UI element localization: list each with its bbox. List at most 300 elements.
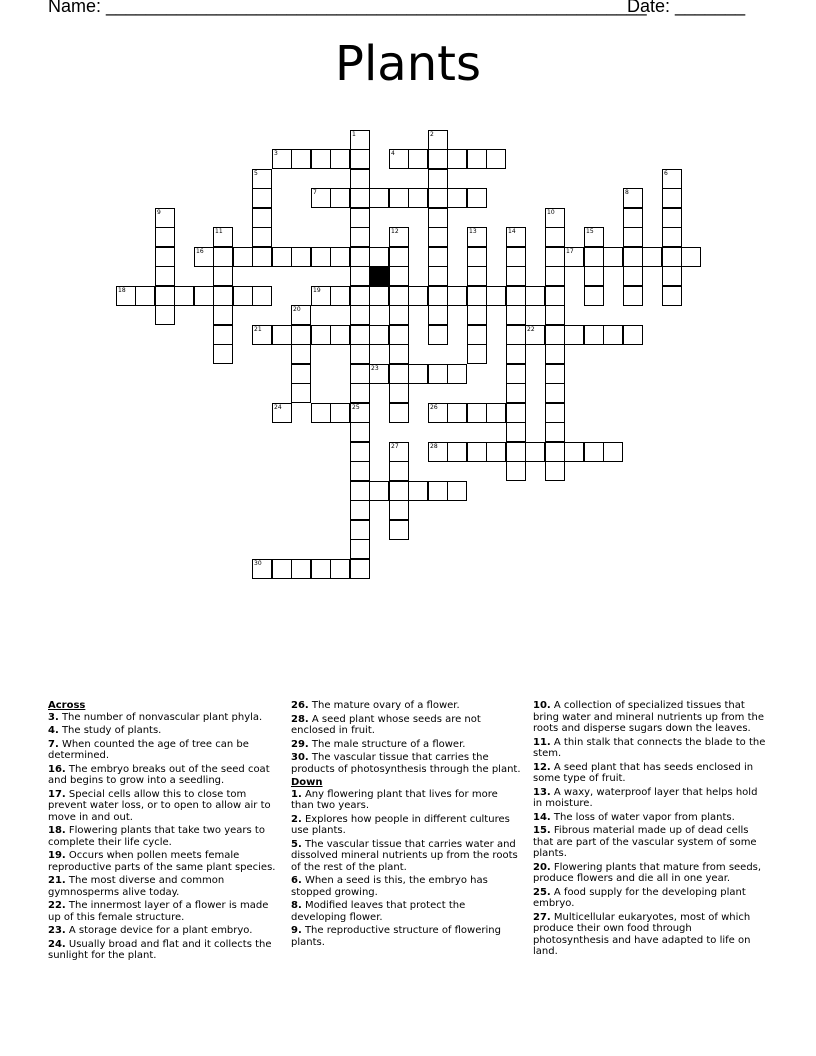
clue-text: A collection of specialized tissues that bring water and mineral nutrients up from the roots and disperse sugars down the leaves.: [533, 700, 764, 734]
crossword-cell[interactable]: [467, 325, 487, 345]
crossword-cell[interactable]: [467, 305, 487, 325]
crossword-cell[interactable]: [623, 227, 643, 247]
crossword-cell[interactable]: [545, 247, 565, 267]
clue-number: 30: [254, 560, 262, 567]
clue-number-label: 5.: [291, 838, 302, 850]
crossword-cell[interactable]: [252, 286, 272, 306]
clue-item: [48, 712, 276, 724]
crossword-cell[interactable]: [213, 305, 233, 325]
crossword-cell[interactable]: [642, 247, 662, 267]
crossword-cell[interactable]: [545, 461, 565, 481]
clue-text: Modified leaves that protect the developing flower.: [291, 900, 466, 923]
crossword-cell[interactable]: [506, 305, 526, 325]
crossword-cell[interactable]: [467, 344, 487, 364]
crossword-cell[interactable]: [408, 188, 428, 208]
crossword-cell[interactable]: [311, 188, 331, 208]
crossword-cell[interactable]: [194, 247, 214, 267]
clue-number-label: 7.: [48, 738, 59, 750]
crossword-cell[interactable]: [213, 325, 233, 345]
clue-item: [291, 739, 521, 751]
crossword-cell[interactable]: [662, 227, 682, 247]
clue-item: [48, 739, 276, 762]
crossword-cell[interactable]: [350, 130, 370, 150]
crossword-cell[interactable]: [291, 325, 311, 345]
crossword-cell[interactable]: [545, 305, 565, 325]
crossword-cell[interactable]: [662, 247, 682, 267]
clue-number: 1: [352, 131, 356, 138]
clue-number-label: 16.: [48, 763, 66, 775]
clue-item: [533, 862, 769, 885]
crossword-cell[interactable]: [428, 266, 448, 286]
clue-number-label: 2.: [291, 813, 302, 825]
crossword-cell[interactable]: [272, 247, 292, 267]
crossword-cell[interactable]: [545, 403, 565, 423]
crossword-cell[interactable]: [564, 442, 584, 462]
clue-item: [291, 814, 521, 837]
crossword-cell[interactable]: [408, 149, 428, 169]
crossword-cell[interactable]: [447, 364, 467, 384]
clue-item: [48, 875, 276, 898]
clue-number-label: 19.: [48, 850, 66, 861]
crossword-cell[interactable]: [428, 403, 448, 423]
crossword-cell[interactable]: [369, 188, 389, 208]
crossword-cell[interactable]: [428, 286, 448, 306]
crossword-cell[interactable]: [447, 403, 467, 423]
crossword-cell[interactable]: [389, 247, 409, 267]
clue-number-label: 9.: [291, 925, 302, 936]
clues-column-2: [291, 700, 521, 950]
clue-number-label: 15.: [533, 825, 551, 836]
down-clue-list: [291, 789, 521, 949]
crossword-cell[interactable]: [291, 305, 311, 325]
crossword-cell[interactable]: [506, 422, 526, 442]
crossword-cell[interactable]: [213, 227, 233, 247]
clue-number: 2: [430, 131, 434, 138]
clue-text: The embryo breaks out of the seed coat and begins to grow into a seedling.: [48, 763, 270, 786]
clue-number-label: 29.: [291, 738, 309, 750]
clue-number-label: 17.: [48, 788, 66, 800]
crossword-cell[interactable]: [545, 227, 565, 247]
clue-text: The loss of water vapor from plants.: [550, 811, 735, 823]
clue-text: A seed plant that has seeds enclosed in some type of fruit.: [533, 761, 754, 784]
clue-text: The reproductive structure of flowering plants.: [291, 925, 501, 948]
crossword-cell[interactable]: [252, 325, 272, 345]
across-clue-list: [48, 712, 276, 962]
crossword-cell[interactable]: [545, 383, 565, 403]
clue-number: 9: [157, 209, 161, 216]
crossword-cell[interactable]: [389, 325, 409, 345]
clue-number: 3: [274, 150, 278, 157]
crossword-cell[interactable]: [467, 227, 487, 247]
crossword-cell[interactable]: [681, 247, 701, 267]
crossword-cell[interactable]: [369, 364, 389, 384]
clue-text: Special cells allow this to close tom prevent water loss, or to open to allow air to move in and out.: [48, 788, 271, 823]
clue-item: [533, 812, 769, 824]
crossword-cell[interactable]: [545, 442, 565, 462]
crossword-cell[interactable]: [486, 149, 506, 169]
clue-item: [291, 875, 521, 898]
crossword-cell[interactable]: [389, 442, 409, 462]
crossword-cell[interactable]: [584, 286, 604, 306]
clue-number: 26: [430, 404, 438, 411]
clue-number-label: 27.: [533, 911, 551, 923]
crossword-cell[interactable]: [467, 247, 487, 267]
date-field-label: Date: _______: [627, 0, 746, 16]
crossword-cell[interactable]: [623, 325, 643, 345]
clue-number-label: 4.: [48, 725, 59, 736]
clue-number: 16: [196, 248, 204, 255]
crossword-cell[interactable]: [350, 325, 370, 345]
clue-number-label: 14.: [533, 811, 551, 823]
clue-number: 28: [430, 443, 438, 450]
crossword-cell[interactable]: [369, 286, 389, 306]
crossword-cell[interactable]: [623, 247, 643, 267]
crossword-cell[interactable]: [389, 286, 409, 306]
crossword-cell[interactable]: [350, 208, 370, 228]
crossword-cell[interactable]: [428, 364, 448, 384]
crossword-cell[interactable]: [486, 286, 506, 306]
crossword-cell[interactable]: [525, 442, 545, 462]
crossword-cell[interactable]: [350, 286, 370, 306]
crossword-cell[interactable]: [350, 305, 370, 325]
crossword-cell[interactable]: [428, 247, 448, 267]
crossword-cell[interactable]: [506, 266, 526, 286]
clue-text: Flowering plants that take two years to complete their life cycle.: [48, 825, 265, 848]
clue-text: A thin stalk that connects the blade to the stem.: [533, 736, 766, 759]
crossword-cell[interactable]: [350, 149, 370, 169]
crossword-cell[interactable]: [311, 149, 331, 169]
crossword-cell[interactable]: [525, 286, 545, 306]
clue-number: 27: [391, 443, 399, 450]
crossword-cell[interactable]: [603, 247, 623, 267]
crossword-cell[interactable]: [213, 266, 233, 286]
crossword-cell[interactable]: [603, 442, 623, 462]
crossword-cell[interactable]: [662, 188, 682, 208]
clue-number-label: 18.: [48, 825, 66, 836]
crossword-cell[interactable]: [350, 520, 370, 540]
crossword-cell[interactable]: [350, 481, 370, 501]
crossword-cell[interactable]: [291, 559, 311, 579]
clue-number: 13: [469, 228, 477, 235]
clue-text: When a seed is this, the embryo has stopped growing.: [291, 875, 488, 898]
crossword-cell[interactable]: [545, 422, 565, 442]
crossword-cell[interactable]: [213, 344, 233, 364]
crossword-cell[interactable]: [389, 383, 409, 403]
crossword-cell[interactable]: [330, 559, 350, 579]
crossword-cell[interactable]: [311, 286, 331, 306]
crossword-cell[interactable]: [428, 169, 448, 189]
crossword-cell[interactable]: [350, 461, 370, 481]
crossword-cell[interactable]: [252, 247, 272, 267]
crossword-cell[interactable]: [369, 481, 389, 501]
clue-item: [291, 925, 521, 948]
crossword-cell[interactable]: [564, 325, 584, 345]
clue-number-label: 26.: [291, 700, 309, 711]
crossword-cell[interactable]: [447, 188, 467, 208]
crossword-cell[interactable]: [369, 325, 389, 345]
crossword-cell[interactable]: [447, 149, 467, 169]
crossword-cell[interactable]: [233, 247, 253, 267]
crossword-cell[interactable]: [213, 286, 233, 306]
crossword-cell[interactable]: [369, 247, 389, 267]
crossword-cell[interactable]: [564, 247, 584, 267]
crossword-cell[interactable]: [155, 305, 175, 325]
crossword-cell[interactable]: [623, 208, 643, 228]
crossword-cell[interactable]: [486, 403, 506, 423]
crossword-cell[interactable]: [311, 325, 331, 345]
crossword-cell[interactable]: [272, 559, 292, 579]
crossword-cell[interactable]: [506, 442, 526, 462]
crossword-cell[interactable]: [506, 344, 526, 364]
crossword-cell[interactable]: [155, 286, 175, 306]
crossword-cell[interactable]: [330, 247, 350, 267]
crossword-cell[interactable]: [389, 403, 409, 423]
crossword-cell[interactable]: [194, 286, 214, 306]
clue-text: The innermost layer of a flower is made up of this female structure.: [48, 900, 269, 923]
crossword-cell[interactable]: [350, 247, 370, 267]
crossword-cell[interactable]: [428, 442, 448, 462]
clue-item: [48, 825, 276, 848]
crossword-cell[interactable]: [545, 208, 565, 228]
crossword-black-cell: [369, 266, 389, 286]
crossword-cell[interactable]: [389, 344, 409, 364]
clue-item: [533, 762, 769, 785]
crossword-cell[interactable]: [603, 325, 623, 345]
crossword-cell[interactable]: [350, 364, 370, 384]
crossword-cell[interactable]: [155, 227, 175, 247]
crossword-cell[interactable]: [467, 442, 487, 462]
crossword-cell[interactable]: [350, 169, 370, 189]
crossword-cell[interactable]: [428, 227, 448, 247]
crossword-cell[interactable]: [623, 286, 643, 306]
clue-number: 8: [625, 189, 629, 196]
crossword-cell[interactable]: [272, 403, 292, 423]
crossword-cell[interactable]: [662, 286, 682, 306]
clue-text: Any flowering plant that lives for more than two years.: [291, 788, 498, 811]
crossword-cell[interactable]: [545, 286, 565, 306]
clue-text: The mature ovary of a flower.: [308, 700, 460, 711]
crossword-cell[interactable]: [584, 325, 604, 345]
crossword-cell[interactable]: [506, 247, 526, 267]
clue-item: [48, 925, 276, 937]
crossword-cell[interactable]: [389, 520, 409, 540]
crossword-cell[interactable]: [428, 130, 448, 150]
crossword-cell[interactable]: [584, 266, 604, 286]
crossword-cell[interactable]: [252, 169, 272, 189]
clue-number-label: 1.: [291, 788, 302, 800]
clue-item: [533, 887, 769, 910]
crossword-cell[interactable]: [291, 364, 311, 384]
crossword-cell[interactable]: [467, 266, 487, 286]
crossword-cell[interactable]: [545, 266, 565, 286]
crossword-cell[interactable]: [623, 266, 643, 286]
crossword-cell[interactable]: [408, 481, 428, 501]
crossword-cell[interactable]: [311, 559, 331, 579]
crossword-cell[interactable]: [330, 149, 350, 169]
crossword-cell[interactable]: [389, 266, 409, 286]
crossword-cell[interactable]: [291, 344, 311, 364]
crossword-cell[interactable]: [330, 188, 350, 208]
clue-number: 10: [547, 209, 555, 216]
crossword-cell[interactable]: [447, 286, 467, 306]
clue-item: [291, 700, 521, 712]
crossword-cell[interactable]: [350, 188, 370, 208]
crossword-cell[interactable]: [213, 247, 233, 267]
crossword-cell[interactable]: [389, 481, 409, 501]
clue-text: Fibrous material made up of dead cells that are part of the vascular system of some plants.: [533, 825, 757, 859]
crossword-cell[interactable]: [389, 364, 409, 384]
crossword-cell[interactable]: [545, 364, 565, 384]
crossword-cell[interactable]: [389, 227, 409, 247]
crossword-cell[interactable]: [291, 149, 311, 169]
crossword-cell[interactable]: [428, 325, 448, 345]
crossword-cell[interactable]: [623, 188, 643, 208]
crossword-cell[interactable]: [506, 325, 526, 345]
crossword-cell[interactable]: [428, 481, 448, 501]
crossword-cell[interactable]: [545, 325, 565, 345]
crossword-cell[interactable]: [350, 442, 370, 462]
crossword-cell[interactable]: [252, 188, 272, 208]
clue-number-label: 12.: [533, 761, 551, 773]
crossword-cell[interactable]: [486, 442, 506, 462]
clue-number: 14: [508, 228, 516, 235]
clue-number-label: 25.: [533, 886, 551, 898]
clue-number: 12: [391, 228, 399, 235]
clue-number-label: 3.: [48, 711, 59, 723]
clue-number: 22: [527, 326, 535, 333]
crossword-cell[interactable]: [662, 266, 682, 286]
crossword-cell[interactable]: [662, 208, 682, 228]
crossword-cell[interactable]: [428, 149, 448, 169]
clue-number: 17: [566, 248, 574, 255]
crossword-cell[interactable]: [311, 247, 331, 267]
crossword-cell[interactable]: [330, 286, 350, 306]
crossword-cell[interactable]: [389, 188, 409, 208]
crossword-cell[interactable]: [389, 500, 409, 520]
crossword-cell[interactable]: [584, 227, 604, 247]
crossword-cell[interactable]: [330, 403, 350, 423]
crossword-cell[interactable]: [252, 208, 272, 228]
crossword-cell[interactable]: [350, 266, 370, 286]
clues-column-3: [533, 700, 769, 960]
crossword-cell[interactable]: [350, 539, 370, 559]
clue-number: 7: [313, 189, 317, 196]
clue-item: [48, 789, 276, 824]
clue-number: 6: [664, 170, 668, 177]
crossword-cell[interactable]: [584, 442, 604, 462]
clue-text: A seed plant whose seeds are not enclosed in fruit.: [291, 713, 481, 736]
crossword-cell[interactable]: [428, 188, 448, 208]
clue-item: [533, 787, 769, 810]
crossword-cell[interactable]: [506, 383, 526, 403]
crossword-cell[interactable]: [135, 286, 155, 306]
crossword-cell[interactable]: [291, 383, 311, 403]
crossword-cell[interactable]: [467, 286, 487, 306]
crossword-cell[interactable]: [506, 227, 526, 247]
clue-item: [291, 789, 521, 812]
clue-item: [291, 839, 521, 874]
clue-text: The vascular tissue that carries water and dissolved mineral nutrients up from the roots of the rest of the plant.: [291, 838, 518, 873]
clue-text: A storage device for a plant embryo.: [65, 925, 253, 936]
clue-number-label: 21.: [48, 875, 66, 886]
crossword-cell[interactable]: [428, 208, 448, 228]
clue-item: [48, 725, 276, 737]
across-heading: Across: [48, 700, 86, 711]
crossword-cell[interactable]: [155, 266, 175, 286]
crossword-cell[interactable]: [350, 227, 370, 247]
clue-text: Usually broad and flat and it collects the sunlight for the plant.: [48, 938, 272, 961]
crossword-cell[interactable]: [174, 286, 194, 306]
clue-text: Explores how people in different cultures use plants.: [291, 813, 510, 836]
crossword-cell[interactable]: [272, 149, 292, 169]
clue-number-label: 6.: [291, 875, 302, 886]
crossword-cell[interactable]: [389, 149, 409, 169]
crossword-cell[interactable]: [545, 344, 565, 364]
clue-item: [533, 737, 769, 760]
crossword-cell[interactable]: [330, 325, 350, 345]
crossword-cell[interactable]: [525, 325, 545, 345]
crossword-cell[interactable]: [252, 227, 272, 247]
across-clue-list-continued: [291, 700, 521, 775]
crossword-cell[interactable]: [408, 286, 428, 306]
crossword-cell[interactable]: [155, 247, 175, 267]
crossword-cell[interactable]: [116, 286, 136, 306]
crossword-cell[interactable]: [233, 286, 253, 306]
crossword-cell[interactable]: [428, 305, 448, 325]
clue-text: The most diverse and common gymnosperms alive today.: [48, 875, 225, 898]
clue-number: 19: [313, 287, 321, 294]
clue-number-label: 28.: [291, 713, 309, 725]
crossword-cell[interactable]: [467, 403, 487, 423]
crossword-cell[interactable]: [467, 188, 487, 208]
crossword-cell[interactable]: [584, 247, 604, 267]
crossword-cell[interactable]: [272, 325, 292, 345]
clue-item: [48, 764, 276, 787]
crossword-cell[interactable]: [506, 286, 526, 306]
crossword-cell[interactable]: [389, 461, 409, 481]
clue-number-label: 11.: [533, 736, 551, 748]
crossword-cell[interactable]: [350, 559, 370, 579]
crossword-cell[interactable]: [467, 149, 487, 169]
crossword-cell[interactable]: [350, 500, 370, 520]
clue-number: 24: [274, 404, 282, 411]
crossword-cell[interactable]: [506, 364, 526, 384]
crossword-cell[interactable]: [350, 403, 370, 423]
down-clue-list-continued: [533, 700, 769, 958]
crossword-cell[interactable]: [350, 344, 370, 364]
crossword-cell[interactable]: [662, 169, 682, 189]
crossword-cell[interactable]: [155, 208, 175, 228]
clue-number: 15: [586, 228, 594, 235]
crossword-cell[interactable]: [252, 559, 272, 579]
crossword-cell[interactable]: [389, 305, 409, 325]
clue-item: [291, 714, 521, 737]
clue-text: The vascular tissue that carries the products of photosynthesis through the plant.: [291, 752, 521, 775]
clue-item: [48, 850, 276, 873]
crossword-cell[interactable]: [447, 442, 467, 462]
clue-number: 18: [118, 287, 126, 294]
crossword-cell[interactable]: [408, 364, 428, 384]
crossword-cell[interactable]: [506, 403, 526, 423]
clue-number-label: 22.: [48, 900, 66, 911]
clue-number-label: 20.: [533, 861, 551, 873]
crossword-cell[interactable]: [350, 383, 370, 403]
crossword-cell[interactable]: [291, 247, 311, 267]
crossword-cell[interactable]: [311, 403, 331, 423]
crossword-cell[interactable]: [350, 422, 370, 442]
crossword-cell[interactable]: [447, 481, 467, 501]
crossword-cell[interactable]: [506, 461, 526, 481]
